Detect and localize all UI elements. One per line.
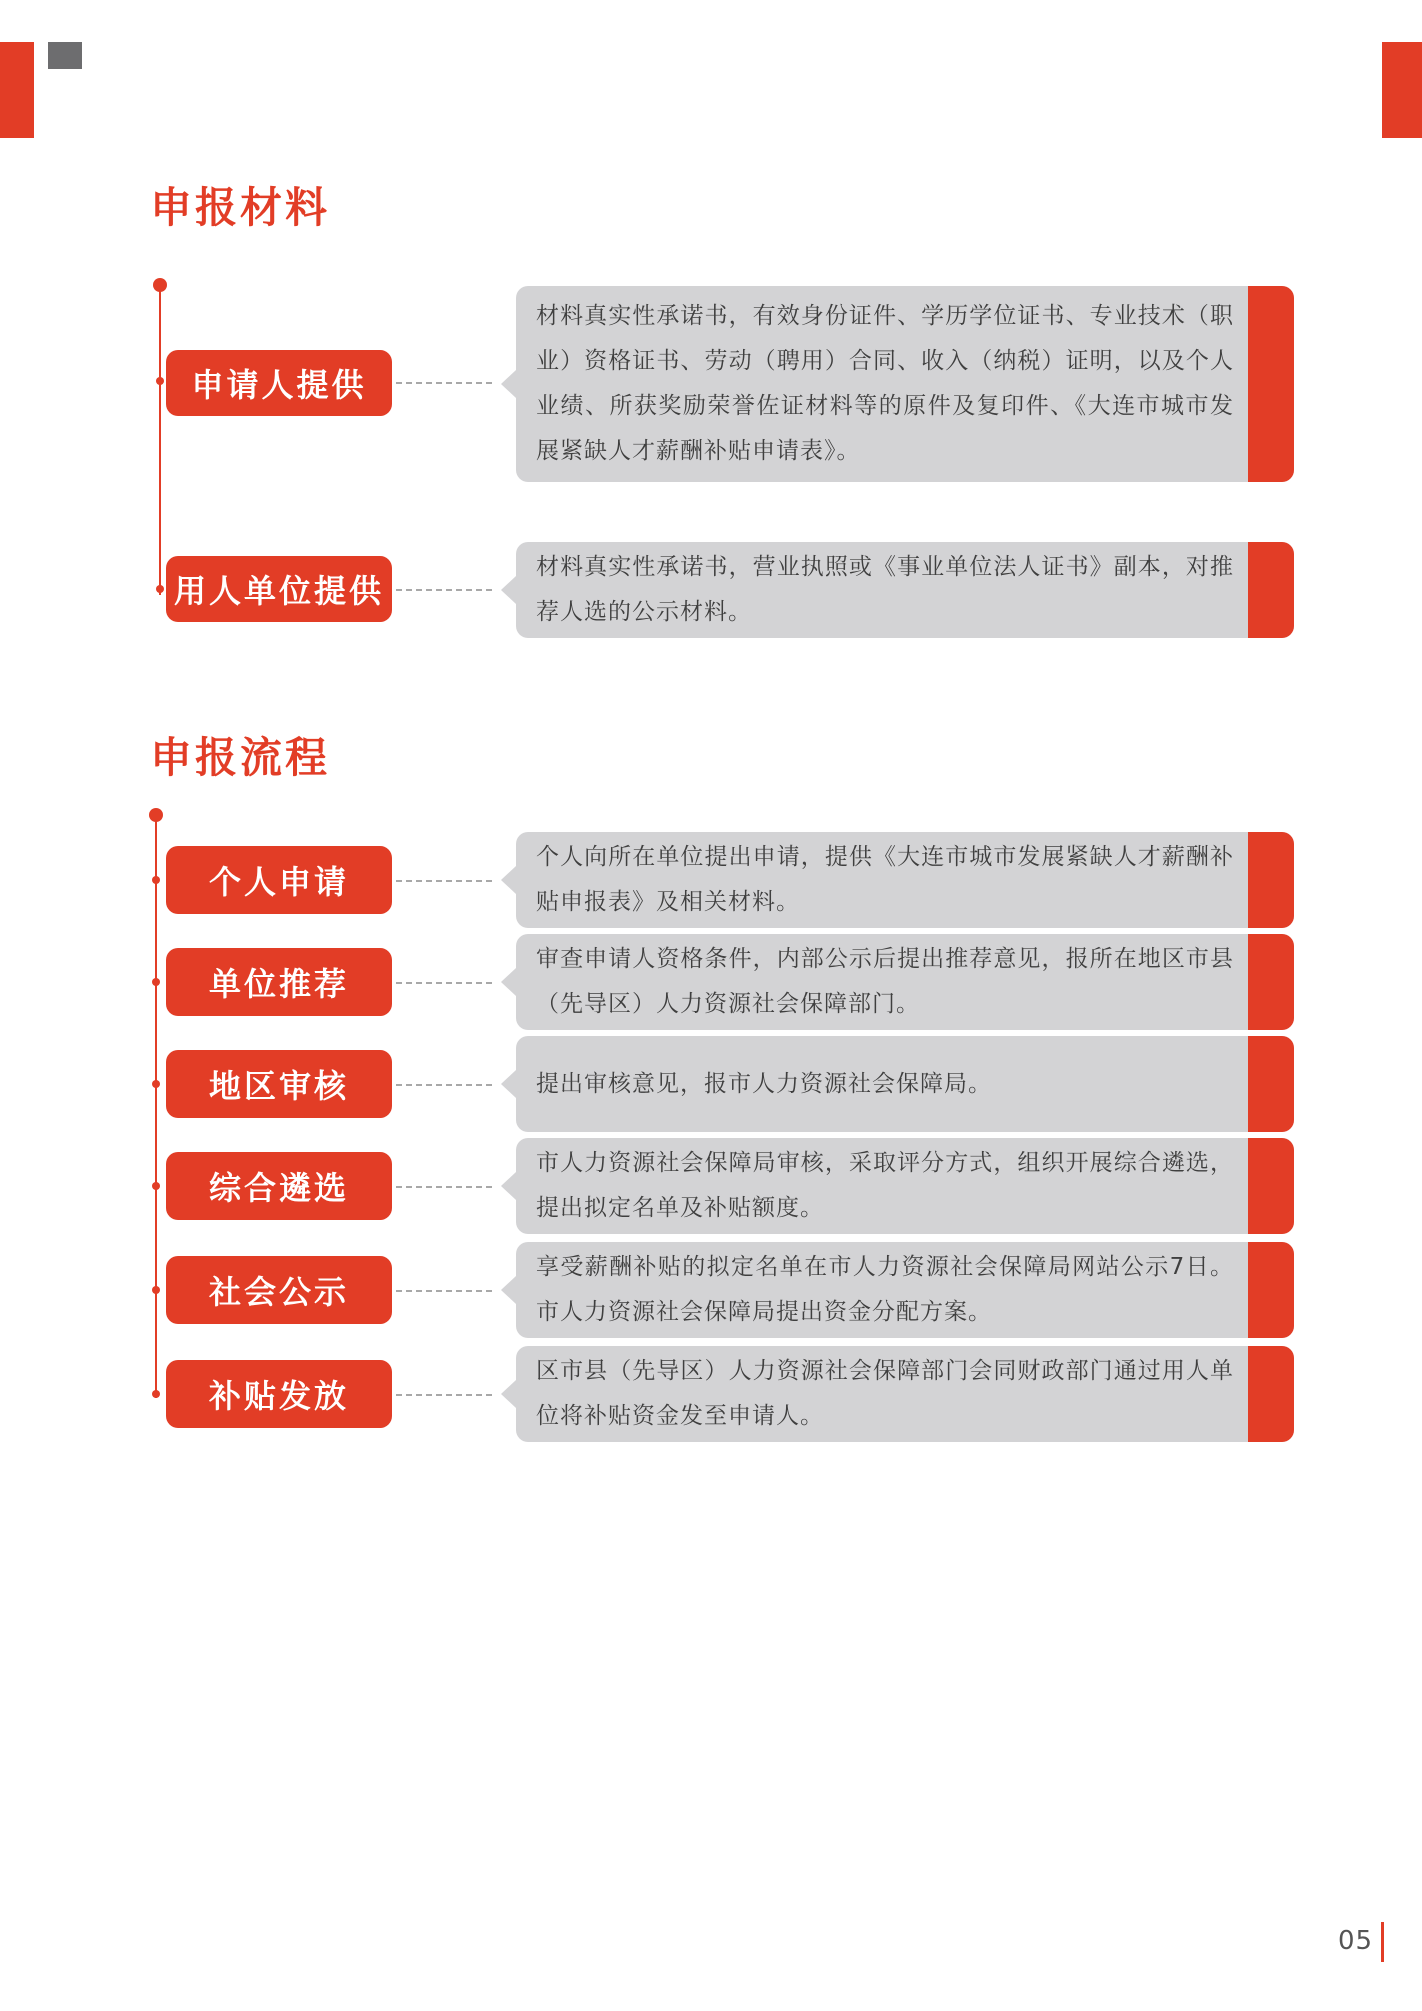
box-tab [1248, 1346, 1294, 1442]
box-tab [1248, 832, 1294, 928]
process-text-step-6: 区市县（先导区）人力资源社会保障部门会同财政部门通过用人单位将补贴资金发至申请人。 [536, 1358, 1234, 1429]
timeline-node [152, 1080, 160, 1088]
connector-line [396, 1186, 492, 1188]
process-box-step-3 [516, 1036, 1294, 1132]
materials-text-employer: 材料真实性承诺书，营业执照或《事业单位法人证书》副本，对推荐人选的公示材料。 [536, 554, 1234, 625]
process-box-step-5 [516, 1242, 1294, 1338]
materials-box-applicant [516, 286, 1294, 482]
corner-decoration-left [0, 42, 34, 138]
materials-title: 申报材料 [150, 183, 331, 232]
box-tab [1248, 1036, 1294, 1132]
connector-line [396, 589, 492, 591]
process-title: 申报流程 [150, 733, 331, 782]
process-box-step-4 [516, 1138, 1294, 1234]
process-text-step-3: 提出审核意见，报市人力资源社会保障局。 [536, 1070, 992, 1097]
timeline-node [152, 1286, 160, 1294]
materials-timeline-start-dot [153, 278, 167, 292]
process-text-step-2: 审查申请人资格条件，内部公示后提出推荐意见，报所在地区市县（先导区）人力资源社会保障部门。 [536, 946, 1234, 1017]
process-text-step-1: 个人向所在单位提出申请，提供《大连市城市发展紧缺人才薪酬补贴申报表》及相关材料。 [536, 844, 1234, 915]
materials-label-applicant: 申请人提供 [166, 350, 392, 416]
process-label-step-5: 社会公示 [166, 1256, 392, 1324]
box-tab [1248, 286, 1294, 482]
connector-line [396, 1290, 492, 1292]
process-text-step-4: 市人力资源社会保障局审核，采取评分方式，组织开展综合遴选，提出拟定名单及补贴额度。 [536, 1150, 1234, 1221]
process-box-step-2 [516, 934, 1294, 1030]
materials-text-applicant: 材料真实性承诺书，有效身份证件、学历学位证书、专业技术（职业）资格证书、劳动（聘用）合同、收入（纳税）证明，以及个人业绩、所获奖励荣誉佐证材料等的原件及复印件、《大连市城市发展紧缺人才薪酬补贴申请表》。 [536, 303, 1234, 464]
connector-line [396, 1084, 492, 1086]
process-label-step-1: 个人申请 [166, 846, 392, 914]
timeline-node [152, 978, 160, 986]
connector-line [396, 382, 492, 384]
box-tab [1248, 1242, 1294, 1338]
process-timeline-start-dot [149, 808, 163, 822]
materials-box-employer [516, 542, 1294, 638]
process-timeline [155, 815, 157, 1398]
connector-line [396, 982, 492, 984]
process-label-step-6: 补贴发放 [166, 1360, 392, 1428]
corner-decoration-square [48, 42, 82, 69]
materials-timeline [159, 285, 161, 595]
connector-line [396, 1394, 492, 1396]
box-tab [1248, 1138, 1294, 1234]
timeline-node [156, 585, 164, 593]
timeline-node [152, 1390, 160, 1398]
page-number-bar [1381, 1922, 1384, 1962]
process-box-step-1 [516, 832, 1294, 928]
process-label-step-2: 单位推荐 [166, 948, 392, 1016]
process-text-step-5: 享受薪酬补贴的拟定名单在市人力资源社会保障局网站公示7日。市人力资源社会保障局提出资金分配方案。 [536, 1254, 1234, 1325]
process-box-step-6 [516, 1346, 1294, 1442]
timeline-node [152, 876, 160, 884]
timeline-node [152, 1182, 160, 1190]
connector-line [396, 880, 492, 882]
process-label-step-3: 地区审核 [166, 1050, 392, 1118]
materials-label-employer: 用人单位提供 [166, 556, 392, 622]
process-label-step-4: 综合遴选 [166, 1152, 392, 1220]
page-number: 05 [1338, 1926, 1374, 1956]
box-tab [1248, 934, 1294, 1030]
box-tab [1248, 542, 1294, 638]
timeline-node [156, 377, 164, 385]
corner-decoration-right [1382, 42, 1422, 138]
